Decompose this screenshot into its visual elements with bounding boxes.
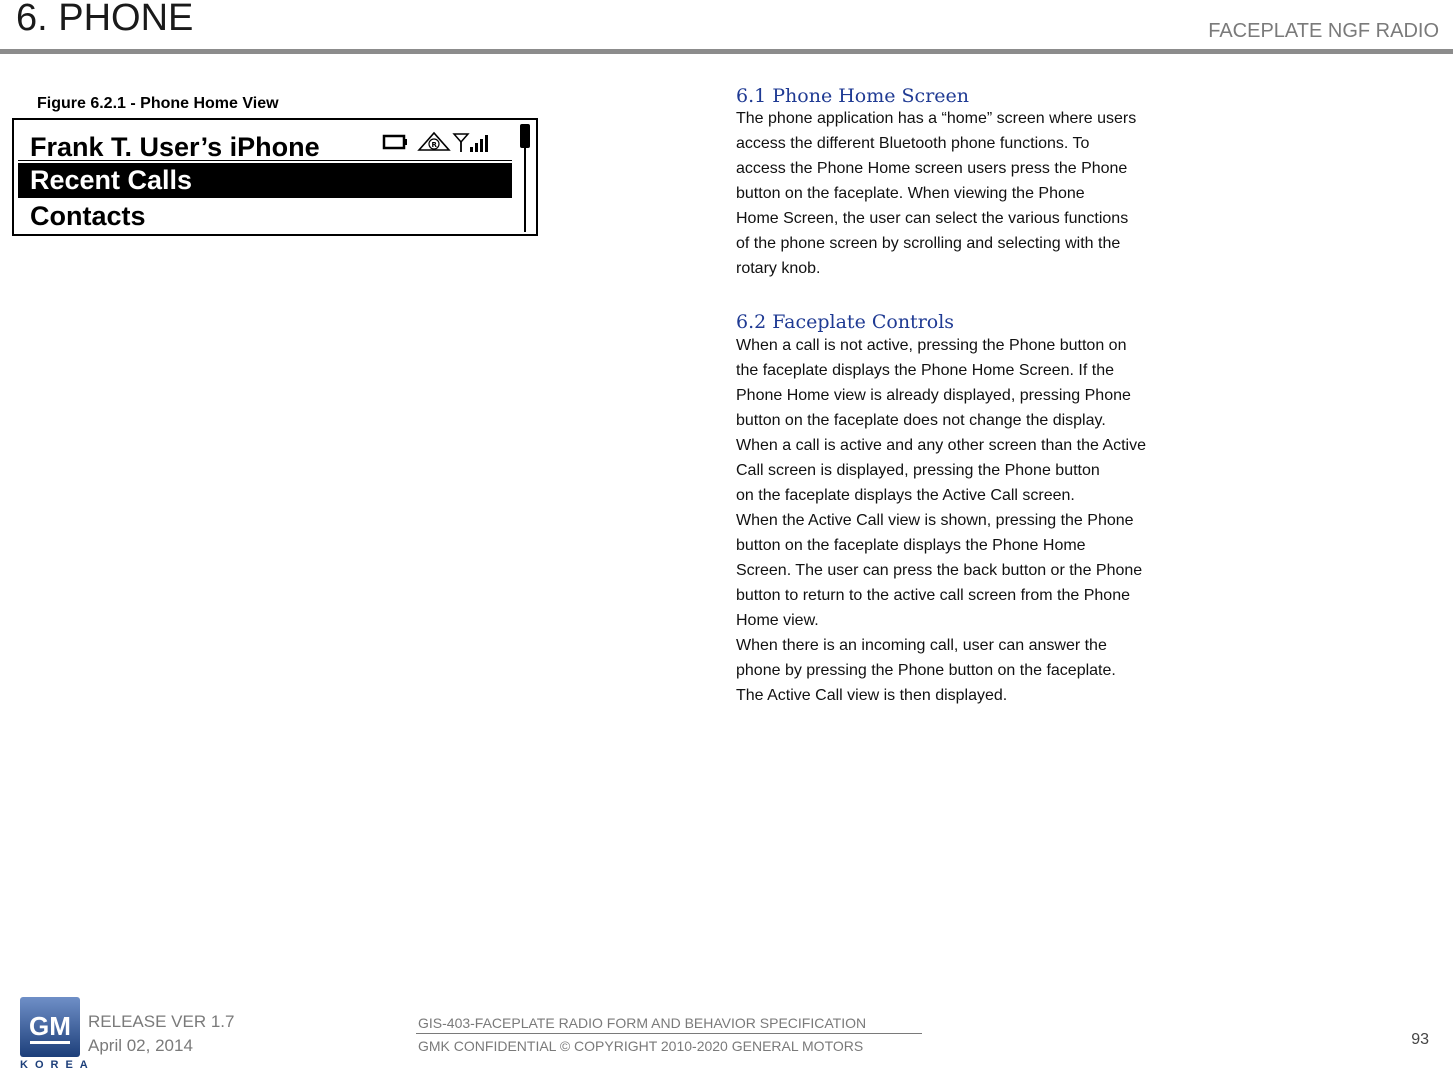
gm-logo	[20, 997, 80, 1057]
body-line: Home view.	[736, 612, 819, 629]
battery-icon	[384, 136, 407, 148]
body-line: When a call is not active, pressing the Phone button on	[736, 337, 1127, 354]
document-name: FACEPLATE NGF RADIO	[1208, 20, 1439, 42]
release-date: April 02, 2014	[88, 1036, 193, 1055]
body-line: rotary knob.	[736, 260, 821, 277]
body-line: button on the faceplate displays the Phone Home	[736, 537, 1086, 554]
specification-name: GIS-403-FACEPLATE RADIO FORM AND BEHAVIOR SPECIFICATION	[418, 1015, 867, 1031]
contacts-label: Contacts	[30, 201, 146, 231]
phone-home-lcd-display	[12, 118, 538, 236]
body-line: phone by pressing the Phone button on the faceplate.	[736, 662, 1116, 679]
body-line: Screen. The user can press the back button or the Phone	[736, 562, 1143, 579]
body-line: of the phone screen by scrolling and selecting with the	[736, 235, 1121, 252]
section-heading-6-1: 6.1 Phone Home Screen	[736, 85, 970, 107]
section-body-6-1	[736, 106, 1236, 281]
body-line: When a call is active and any other screen than the Active	[736, 437, 1147, 454]
lcd-scrollbar-thumb	[520, 124, 530, 148]
footer-divider	[416, 1033, 922, 1034]
release-version: RELEASE VER 1.7	[88, 1012, 235, 1031]
section-heading-6-2: 6.2 Faceplate Controls	[736, 311, 955, 333]
body-line: Call screen is displayed, pressing the Phone button	[736, 462, 1100, 479]
lcd-title-row: Frank T. User’s iPhone	[30, 132, 320, 162]
figure-caption: Figure 6.2.1 - Phone Home View	[37, 95, 279, 112]
body-line: Phone Home view is already displayed, pressing Phone	[736, 387, 1131, 404]
lcd-status-icons	[382, 130, 502, 156]
signal-strength-icon	[454, 134, 488, 152]
body-line: access the Phone Home screen users press the Phone	[736, 160, 1128, 177]
body-line: The Active Call view is then displayed.	[736, 687, 1008, 704]
svg-text:R: R	[431, 141, 437, 149]
confidential-notice: GMK CONFIDENTIAL © COPYRIGHT 2010-2020 GENERAL MOTORS	[418, 1038, 864, 1054]
body-line: Home Screen, the user can select the various functions	[736, 210, 1129, 227]
body-line: access the different Bluetooth phone functions. To	[736, 135, 1090, 152]
roaming-icon	[419, 133, 449, 150]
body-line: button on the faceplate does not change the display.	[736, 412, 1106, 429]
section-body-6-2	[736, 333, 1236, 708]
gm-korea-wordmark: KOREA	[20, 1059, 95, 1071]
lcd-selected-row	[18, 163, 512, 198]
body-line: on the faceplate displays the Active Call screen.	[736, 487, 1075, 504]
header-divider	[0, 49, 1453, 54]
body-line: When the Active Call view is shown, pressing the Phone	[736, 512, 1134, 529]
body-line: the faceplate displays the Phone Home Screen. If the	[736, 362, 1115, 379]
page-number: 93	[1411, 1031, 1429, 1048]
chapter-title: 6. PHONE	[16, 0, 194, 39]
body-line: button on the faceplate. When viewing the Phone	[736, 185, 1085, 202]
svg-text:GM: GM	[29, 1011, 71, 1041]
body-line: The phone application has a “home” screen where users	[736, 110, 1137, 127]
recent-calls-label: Recent Calls	[30, 165, 193, 195]
body-line: button to return to the active call screen from the Phone	[736, 587, 1130, 604]
body-line: When there is an incoming call, user can answer the	[736, 637, 1107, 654]
